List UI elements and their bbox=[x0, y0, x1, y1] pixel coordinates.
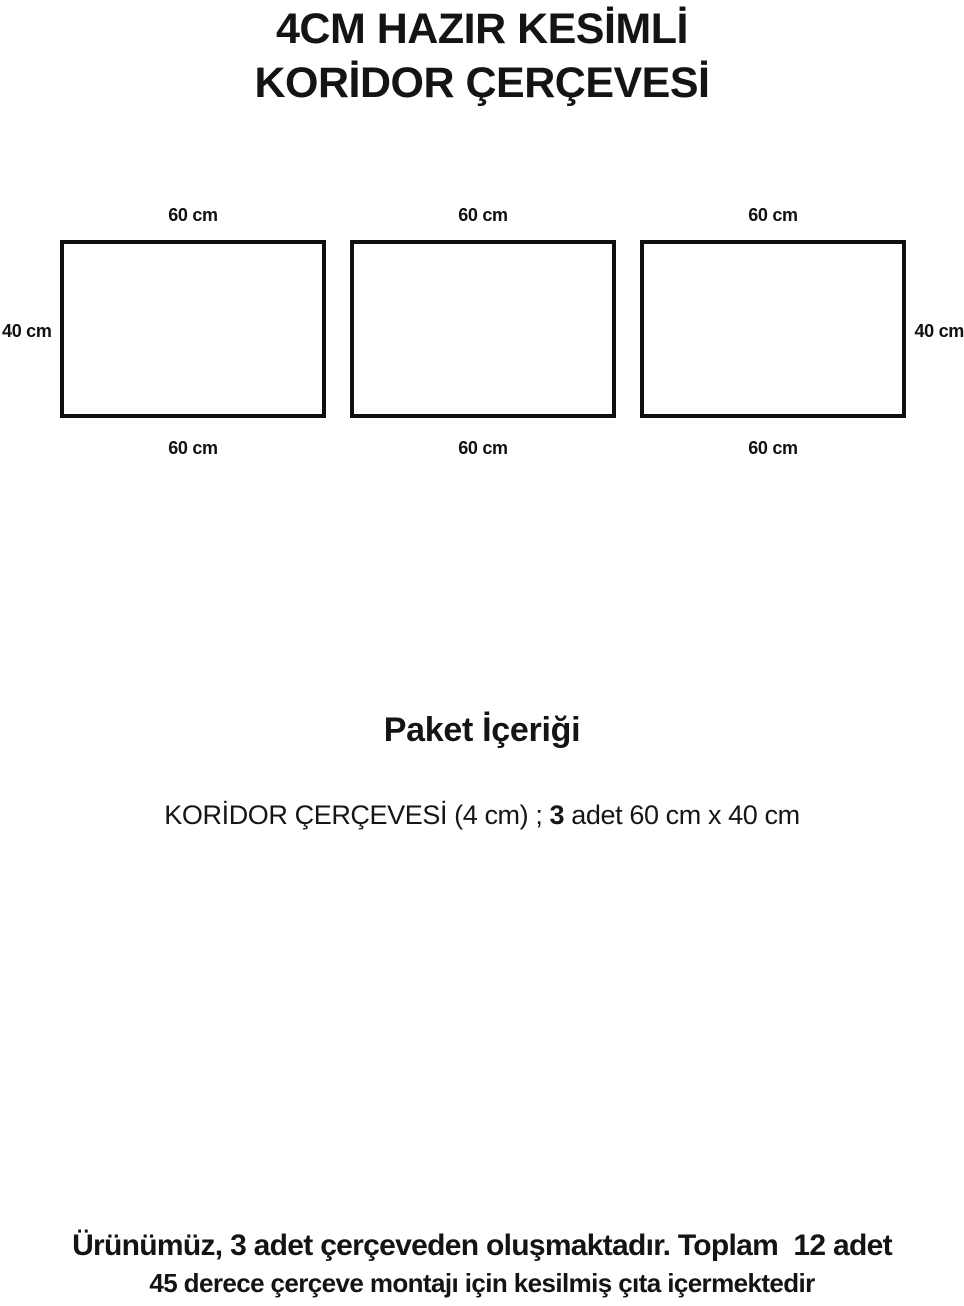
frame-1-height-label-left: 40 cm bbox=[2, 321, 52, 341]
package-item-name: KORİDOR ÇERÇEVESİ (4 cm) ; bbox=[164, 800, 550, 830]
frame-1-width-label-top: 60 cm bbox=[168, 205, 218, 225]
frame-rectangle-1 bbox=[60, 240, 326, 418]
product-title bbox=[0, 2, 964, 110]
package-contents-line bbox=[0, 797, 964, 833]
frame-rectangle-2 bbox=[350, 240, 616, 418]
frame-2-width-label-top: 60 cm bbox=[458, 205, 508, 225]
product-title-line-1: 4CM HAZIR KESİMLİ bbox=[276, 5, 688, 53]
footer-note-line-2: 45 derece çerçeve montajı için kesilmiş çıta içermektedir bbox=[149, 1268, 815, 1298]
package-item-quantity: 3 bbox=[549, 800, 565, 830]
package-item-size: adet 60 cm x 40 cm bbox=[564, 800, 800, 830]
frame-3-width-label-top: 60 cm bbox=[748, 205, 798, 225]
frame-3-width-label-bottom: 60 cm bbox=[748, 438, 798, 458]
frame-1-width-label-bottom: 60 cm bbox=[168, 438, 218, 458]
product-title-line-2: KORİDOR ÇERÇEVESİ bbox=[254, 59, 710, 107]
frame-rectangle-3 bbox=[640, 240, 906, 418]
footer-note-line-1: Ürünümüz, 3 adet çerçeveden oluşmaktadır. Toplam 12 adet bbox=[72, 1229, 892, 1262]
frame-3-height-label-right: 40 cm bbox=[914, 321, 964, 341]
package-contents-heading: Paket İçeriği bbox=[383, 711, 581, 749]
frame-2-width-label-bottom: 60 cm bbox=[458, 438, 508, 458]
